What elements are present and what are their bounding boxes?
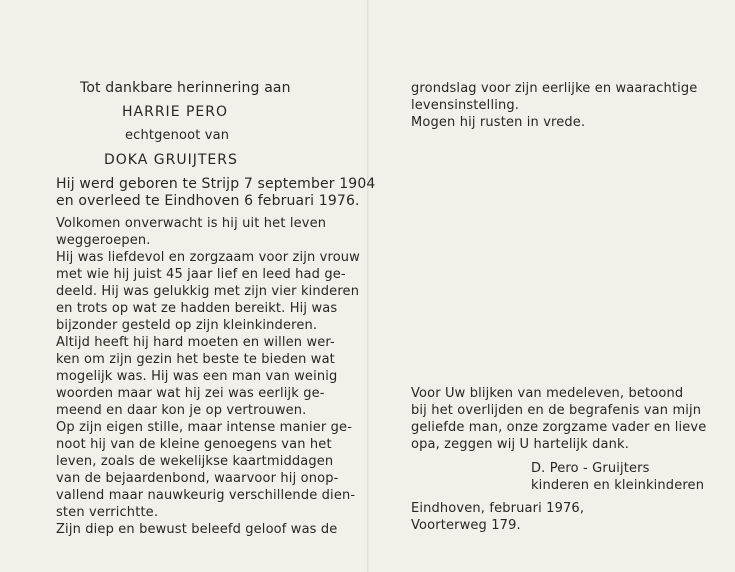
body-line: Op zijn eigen stille, maar intense manier ge- — [56, 420, 353, 435]
body-line: van de bejaardenbond, waarvoor hij onop- — [56, 471, 339, 486]
signature-family: kinderen en kleinkinderen — [531, 478, 705, 493]
body-line: meend en daar kon je op vertrouwen. — [56, 403, 307, 418]
spouse-name: DOKA GRUIJTERS — [104, 152, 238, 168]
thanks-line: bij het overlijden en de begrafenis van mijn — [411, 403, 702, 418]
body-line: levensinstelling. — [411, 98, 520, 113]
body-line: Hij werd geboren te Strijp 7 september 1904 — [56, 176, 376, 192]
body-line: en trots op wat ze hadden bereikt. Hij was — [56, 301, 338, 316]
body-line: leven, zoals de wekelijkse kaartmiddagen — [56, 454, 334, 469]
thanks-line: geliefde man, onze zorgzame vader en lieve — [411, 420, 707, 435]
body-line: vallend maar nauwkeurig verschillende dien- — [56, 488, 356, 503]
body-line: Volkomen onverwacht is hij uit het leven — [56, 216, 327, 231]
address-line: Eindhoven, februari 1976, — [411, 501, 585, 516]
signature-name: D. Pero - Gruijters — [531, 461, 650, 476]
dedication-line: Tot dankbare herinnering aan — [80, 80, 291, 96]
card-fold — [367, 0, 369, 572]
body-line: woorden maar wat hij zei was eerlijk ge- — [56, 386, 325, 401]
thanks-line: Voor Uw blijken van medeleven, betoond — [411, 386, 684, 401]
body-line: weggeroepen. — [56, 233, 151, 248]
body-line: en overleed te Eindhoven 6 februari 1976. — [56, 193, 360, 209]
body-line: Altijd heeft hij hard moeten en willen wer- — [56, 335, 335, 350]
body-line: Hij was liefdevol en zorgzaam voor zijn vrouw — [56, 250, 360, 265]
body-line: mogelijk was. Hij was een man van weinig — [56, 369, 338, 384]
closing-prayer: Mogen hij rusten in vrede. — [411, 115, 586, 130]
address-line: Voorterweg 179. — [411, 518, 521, 533]
body-line: grondslag voor zijn eerlijke en waarachtige — [411, 81, 698, 96]
body-line: Zijn diep en bewust beleefd geloof was de — [56, 522, 338, 537]
body-line: noot hij van de kleine genoegens van het — [56, 437, 332, 452]
body-line: bijzonder gesteld op zijn kleinkinderen. — [56, 318, 318, 333]
spouse-relation: echtgenoot van — [125, 128, 230, 143]
body-line: met wie hij juist 45 jaar lief en leed had ge- — [56, 267, 346, 282]
body-line: sten verrichtte. — [56, 505, 159, 520]
thanks-line: opa, zeggen wij U hartelijk dank. — [411, 437, 629, 452]
body-line: ken om zijn gezin het beste te bieden wat — [56, 352, 335, 367]
body-line: deeld. Hij was gelukkig met zijn vier kinderen — [56, 284, 360, 299]
deceased-name: HARRIE PERO — [122, 104, 229, 120]
